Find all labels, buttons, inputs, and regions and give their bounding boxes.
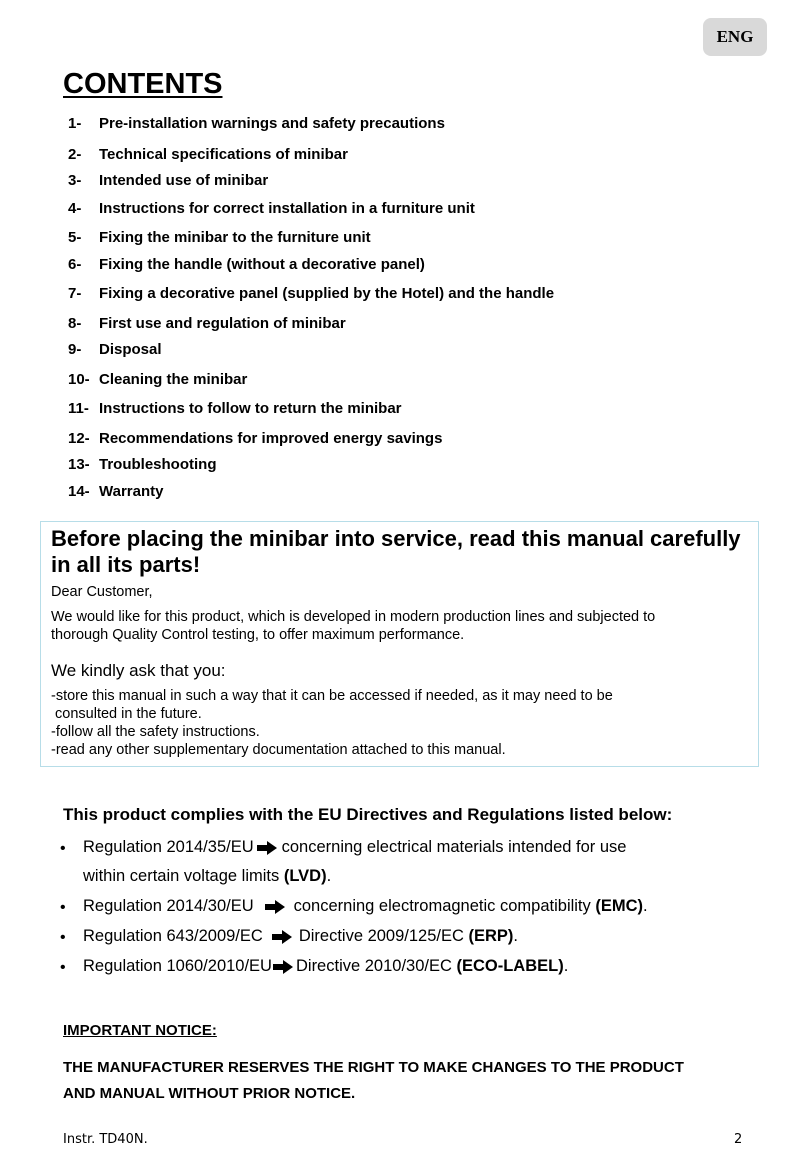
period-text: .: [643, 897, 648, 915]
regulation-code: Regulation 2014/30/EU: [83, 897, 254, 915]
toc-label: Recommendations for improved energy savings: [99, 430, 443, 447]
toc-label: Warranty: [99, 483, 164, 500]
regulation-abbrev: (ERP): [468, 927, 514, 945]
notice-heading: Before placing the minibar into service, read this manual carefully in all its parts!: [51, 526, 741, 577]
compliance-title: This product complies with the EU Directives and Regulations listed below:: [63, 805, 673, 824]
regulation-item-continued: [83, 867, 331, 886]
toc-label: Pre-installation warnings and safety precautions: [99, 115, 445, 132]
request-line: -read any other supplementary documentation attached to this manual.: [51, 742, 506, 758]
toc-label: Intended use of minibar: [99, 172, 269, 189]
toc-number: 8-: [68, 315, 82, 332]
toc-number: 10-: [68, 371, 90, 388]
toc-label: Fixing the handle (without a decorative panel): [99, 256, 425, 273]
toc-number: 13-: [68, 456, 90, 473]
toc-label: Disposal: [99, 341, 162, 358]
toc-label: Instructions to follow to return the minibar: [99, 400, 402, 417]
bullet-icon: •: [60, 840, 66, 857]
toc-number: 12-: [68, 430, 90, 447]
regulation-description: Directive 2009/125/EC: [298, 927, 469, 945]
toc-number: 1-: [68, 115, 82, 132]
regulation-item: [83, 927, 518, 946]
right-arrow-icon: [256, 840, 278, 856]
regulation-code: Regulation 643/2009/EC: [83, 927, 263, 945]
toc-item: [68, 341, 162, 358]
toc-item: [68, 229, 371, 246]
toc-item: [68, 483, 163, 500]
language-badge: ENG: [703, 18, 767, 56]
toc-item: [68, 115, 445, 132]
toc-number: 2-: [68, 146, 82, 163]
contents-title: CONTENTS: [63, 68, 223, 100]
request-line: -follow all the safety instructions.: [51, 724, 260, 740]
toc-number: 5-: [68, 229, 82, 246]
regulation-item: [83, 838, 626, 857]
regulation-item: [83, 957, 568, 976]
toc-number: 3-: [68, 172, 82, 189]
regulation-code: Regulation 2014/35/EU: [83, 838, 254, 856]
toc-item: [68, 400, 402, 417]
toc-item: [68, 285, 554, 302]
ask-heading: We kindly ask that you:: [51, 661, 226, 680]
toc-item: [68, 172, 268, 189]
toc-label: Cleaning the minibar: [99, 371, 248, 388]
toc-item: [68, 430, 442, 447]
regulation-abbrev: (LVD): [283, 867, 327, 885]
regulation-description: Directive 2010/30/EC: [295, 957, 457, 975]
toc-number: 14-: [68, 483, 90, 500]
toc-number: 7-: [68, 285, 82, 302]
toc-item: [68, 456, 217, 473]
important-notice-text: THE MANUFACTURER RESERVES THE RIGHT TO MAKE CHANGES TO THE PRODUCT: [63, 1059, 684, 1076]
regulation-item: [83, 897, 648, 916]
right-arrow-icon: [272, 959, 294, 975]
regulation-description: concerning electrical materials intended for use: [281, 838, 627, 856]
toc-label: Troubleshooting: [99, 456, 217, 473]
regulation-description: concerning electromagnetic compatibility: [293, 897, 596, 915]
bullet-icon: •: [60, 959, 66, 976]
regulation-code: Regulation 1060/2010/EU: [83, 957, 272, 975]
toc-item: [68, 256, 425, 273]
toc-number: 6-: [68, 256, 82, 273]
toc-item: [68, 200, 475, 217]
period-text: .: [513, 927, 519, 945]
request-line: consulted in the future.: [51, 706, 202, 722]
page-number: 2: [734, 1132, 743, 1147]
toc-label: Instructions for correct installation in a furniture unit: [99, 200, 475, 217]
toc-label: Fixing the minibar to the furniture unit: [99, 229, 371, 246]
toc-item: [68, 315, 346, 332]
period-text: .: [563, 957, 569, 975]
regulation-description: within certain voltage limits: [83, 867, 284, 885]
regulation-abbrev: (ECO-LABEL): [456, 957, 564, 975]
important-notice-title: IMPORTANT NOTICE:: [63, 1022, 217, 1039]
intro-text-line: thorough Quality Control testing, to offer maximum performance.: [51, 627, 465, 643]
toc-label: Technical specifications of minibar: [99, 146, 348, 163]
toc-item: [68, 146, 348, 163]
toc-number: 9-: [68, 341, 82, 358]
toc-label: First use and regulation of minibar: [99, 315, 346, 332]
bullet-icon: •: [60, 899, 66, 916]
toc-number: 11-: [68, 400, 89, 417]
toc-number: 4-: [68, 200, 82, 217]
document-reference: Instr. TD40N.: [63, 1132, 148, 1147]
right-arrow-icon: [271, 929, 293, 945]
request-line: -store this manual in such a way that it can be accessed if needed, as it may need to be: [51, 688, 613, 704]
greeting-text: Dear Customer,: [51, 584, 153, 600]
period-text: .: [326, 867, 332, 885]
right-arrow-icon: [264, 899, 286, 915]
bullet-icon: •: [60, 929, 66, 946]
toc-item: [68, 371, 247, 388]
toc-label: Fixing a decorative panel (supplied by the Hotel) and the handle: [99, 285, 555, 302]
important-notice-text: AND MANUAL WITHOUT PRIOR NOTICE.: [63, 1085, 356, 1102]
intro-text-line: We would like for this product, which is developed in modern production lines and subjected to: [51, 609, 656, 625]
regulation-abbrev: (EMC): [595, 897, 644, 915]
